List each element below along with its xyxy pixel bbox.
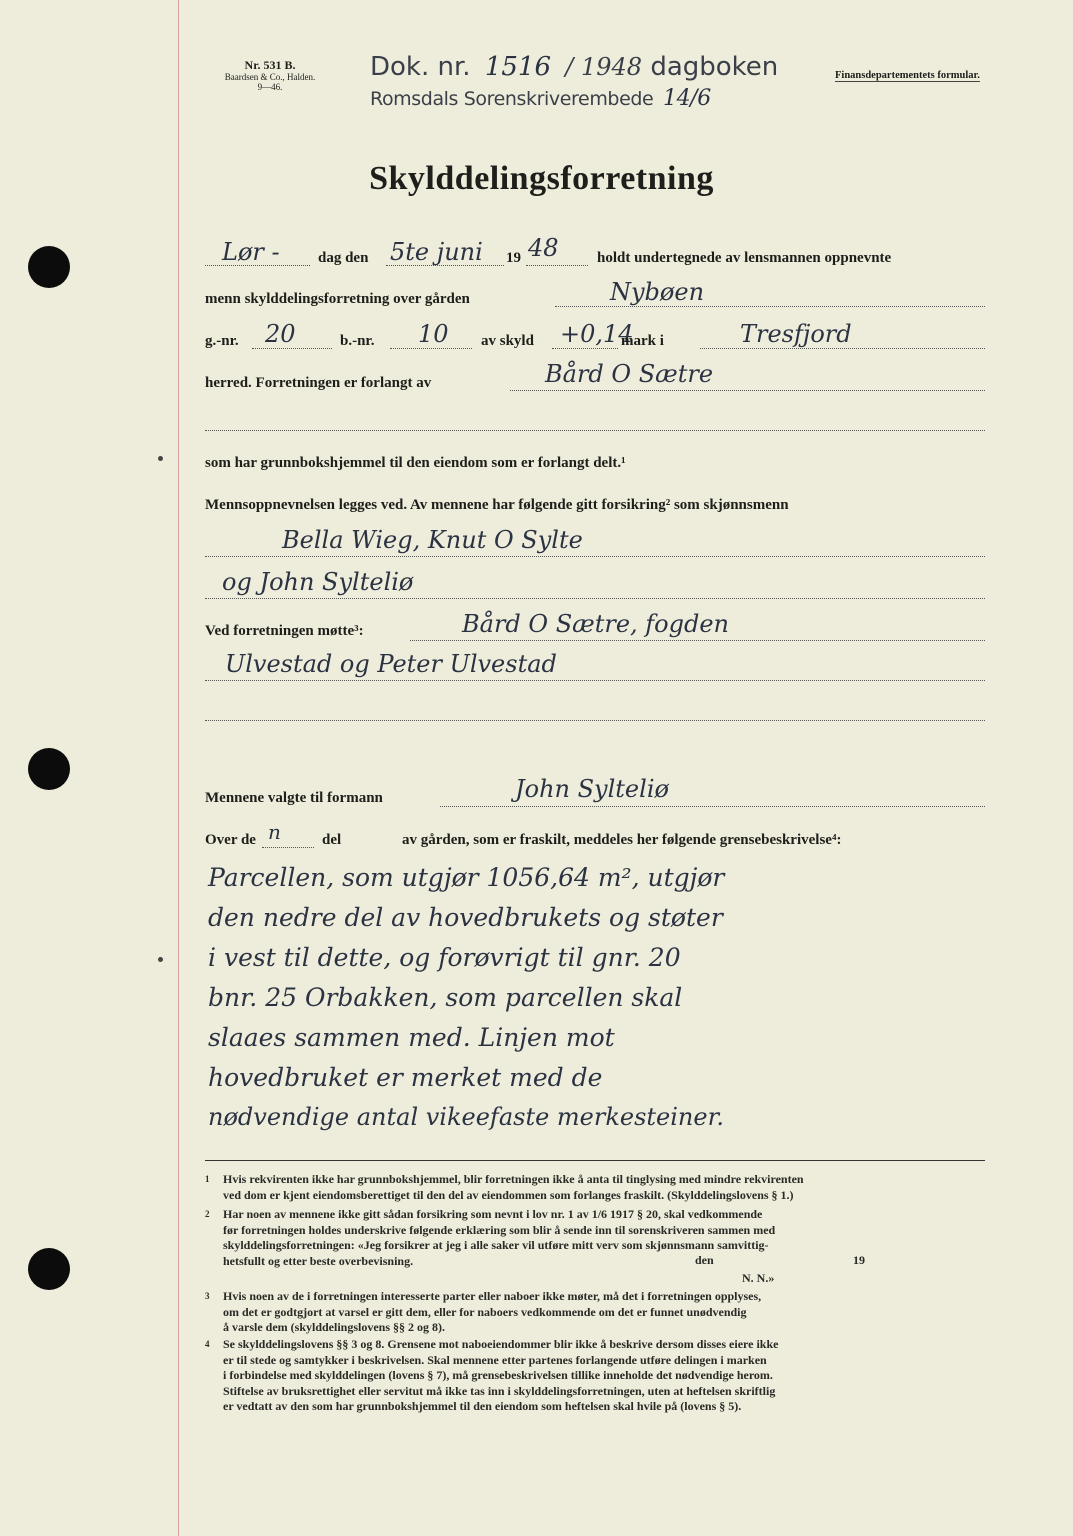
printer-name: Baardsen & Co., Halden.	[224, 72, 316, 82]
requested-by-label: herred. Forretningen er forlangt av	[205, 375, 432, 391]
farm-label: menn skylddelingsforretning over gården	[205, 291, 470, 307]
fill-line	[205, 556, 985, 557]
footnote-divider	[205, 1160, 985, 1161]
attendees-label: Ved forretningen møtte³:	[205, 623, 364, 639]
margin-line	[178, 0, 179, 1536]
margin-dot	[158, 957, 163, 962]
footnote-line: hetsfullt og etter beste overbevisning.	[223, 1253, 414, 1268]
boundary-line: i vest til dette, og forøvrigt til gnr. 20	[208, 943, 681, 972]
declaration-den: den	[695, 1253, 714, 1267]
men-handwritten-line1: Bella Wieg, Knut O Sylte	[282, 526, 583, 554]
men-assurance-text: Mennsoppnevnelsen legges ved. Av mennene har følgende gitt forsikring² som skjønnsmenn	[205, 497, 789, 513]
fill-line	[252, 348, 332, 349]
footnote-line: Har noen av mennene ikke gitt sådan forsikring som nevnt i lov nr. 1 av 1/6 1917 § 20, skal vedkommende	[223, 1207, 763, 1221]
fill-line	[510, 390, 985, 391]
held-text: holdt undertegnede av lensmannen oppnevnte	[597, 250, 892, 266]
punch-hole-bottom	[28, 1248, 70, 1290]
herred-handwritten: Tresfjord	[740, 320, 852, 348]
fill-line	[555, 306, 985, 307]
over-de-label: Over de	[205, 832, 256, 848]
del-label: del	[322, 832, 342, 848]
footnote-line: Hvis rekvirenten ikke har grunnbokshjemmel, blir forretningen ikke å anta til tinglysing med mindre rekvirenten	[223, 1172, 804, 1186]
footnote-number: 1	[205, 1174, 210, 1184]
registry-stamp-line1	[370, 52, 778, 82]
boundary-line: Parcellen, som utgjør 1056,64 m², utgjør	[208, 863, 725, 892]
ministry-form-label: Finansdepartementets formular.	[835, 70, 980, 81]
stamp-doc-number: 1516	[484, 52, 551, 82]
boundary-line: slaaes sammen med. Linjen mot	[208, 1023, 615, 1052]
footnote-line: om det er godtgjort at varsel er gitt dem, eller for naboers vedkommende om det er funnet unødvendig	[223, 1304, 747, 1319]
print-date: 9—46.	[257, 82, 283, 92]
registry-stamp-line2	[370, 86, 711, 111]
footnote-line: Stiftelse av bruksrettighet eller servitut må ikke tas inn i skylddelingsforretningen, uten at heftelsen skriftlig	[223, 1383, 776, 1398]
boundary-line: bnr. 25 Orbakken, som parcellen skal	[208, 983, 683, 1012]
footnote-line: ved dom er kjent eiendomsberettiget til den del av eiendommen som forlanges fraskilt. (Skylddelingslovens § 1.)	[223, 1187, 794, 1202]
margin-dot	[158, 456, 163, 461]
footnote-number: 3	[205, 1291, 210, 1301]
footnote-4	[205, 1337, 985, 1415]
chairman-handwritten: John Sylteliø	[515, 775, 669, 803]
declaration-signature: N. N.»	[742, 1271, 775, 1285]
bnr-label: b.-nr.	[340, 333, 375, 349]
year-prefix: 19	[506, 250, 521, 266]
footnote-2	[205, 1207, 985, 1269]
fill-line	[205, 265, 310, 266]
over-de-handwritten: n	[268, 820, 281, 844]
stamp-year: / 1948	[565, 53, 643, 81]
farm-handwritten: Nybøen	[610, 278, 705, 306]
document-title: Skylddelingsforretning	[369, 160, 714, 197]
footnote-line: er vedtatt av den som har grunnbokshjemmel til den eiendom som heftelsen skal hvile på (lovens § 5).	[223, 1399, 742, 1413]
fill-line	[440, 806, 985, 807]
gnr-label: g.-nr.	[205, 333, 239, 349]
fill-line	[552, 348, 618, 349]
footnote-3	[205, 1289, 985, 1336]
footnote-line: skylddelingsforretningen: «Jeg forsikrer at jeg i alle saker vil utføre mitt verv som skjønnsmann samvittig-	[223, 1238, 769, 1252]
fill-line	[390, 348, 472, 349]
stamp-date: 14/6	[662, 86, 711, 111]
fill-line	[205, 598, 985, 599]
boundary-line: nødvendige antal vikeefaste merkesteiner.	[208, 1103, 725, 1131]
stamp-doc-label: Dok. nr.	[370, 52, 471, 82]
form-number: Nr. 531 B.	[244, 58, 296, 72]
declaration-year: 19	[853, 1253, 865, 1267]
hjemmel-text: som har grunnbokshjemmel til den eiendom som er forlangt delt.¹	[205, 455, 626, 471]
footnote-line: Se skylddelingslovens §§ 3 og 8. Grensene mot naboeiendommer blir ikke å beskrive dersom disses eiere ikke	[223, 1337, 779, 1351]
boundary-line: den nedre del av hovedbrukets og støter	[208, 903, 723, 932]
footnote-line: å varsle dem (skylddelingslovens §§ 2 og 8).	[223, 1320, 446, 1334]
attendees-handwritten-line1: Bård O Sætre, fogden	[462, 610, 730, 638]
punch-hole-top	[28, 246, 70, 288]
fill-line	[205, 680, 985, 681]
gnr-handwritten: 20	[265, 320, 296, 348]
dag-den-label: dag den	[318, 250, 369, 266]
fill-line	[205, 430, 985, 431]
fill-line	[386, 265, 504, 266]
chairman-label: Mennene valgte til formann	[205, 790, 383, 806]
footnote-number: 2	[205, 1209, 210, 1219]
boundary-line: hovedbruket er merket med de	[208, 1063, 603, 1092]
footnote-number: 4	[205, 1339, 210, 1349]
mark-label: mark i	[621, 333, 664, 349]
date-handwritten: 5te juni	[390, 238, 483, 266]
weekday-handwritten: Lør -	[222, 238, 280, 266]
stamp-dagboken: dagboken	[650, 52, 779, 82]
men-handwritten-line2: og John Sylteliø	[222, 568, 414, 596]
footnote-line: Hvis noen av de i forretningen interesserte parter eller naboer ikke møter, må det i forretningen opplyses,	[223, 1289, 762, 1303]
footnote-line: før forretningen holdes underskrive følgende erklæring som blir å sende inn til sorenskriveren sammen med	[223, 1222, 776, 1237]
stamp-office: Romsdals Sorenskriverembede	[370, 88, 654, 110]
footnote-line: i forbindelse med skylddelingen (lovens § 7), må grensebeskrivelsen tillike inneholde det nødvendige herom.	[223, 1368, 773, 1382]
form-header	[200, 58, 340, 92]
bnr-handwritten: 10	[418, 320, 449, 348]
skyld-label: av skyld	[481, 333, 534, 349]
boundary-intro: av gården, som er fraskilt, meddeles her følgende grensebeskrivelse⁴:	[402, 832, 842, 848]
punch-hole-middle	[28, 748, 70, 790]
year-handwritten: 48	[528, 234, 559, 262]
fill-line	[262, 847, 314, 848]
footnote-line: er til stede og samtykker i beskrivelsen. Skal mennene etter partenes forlangende utføre delingen i marken	[223, 1352, 767, 1367]
skyld-handwritten: +0,14	[560, 320, 634, 348]
fill-line	[205, 720, 985, 721]
fill-line	[410, 640, 985, 641]
attendees-handwritten-line2: Ulvestad og Peter Ulvestad	[225, 650, 557, 678]
footnote-1	[205, 1172, 985, 1203]
fill-line	[700, 348, 985, 349]
fill-line	[526, 265, 588, 266]
requester-handwritten: Bård O Sætre	[545, 360, 714, 388]
